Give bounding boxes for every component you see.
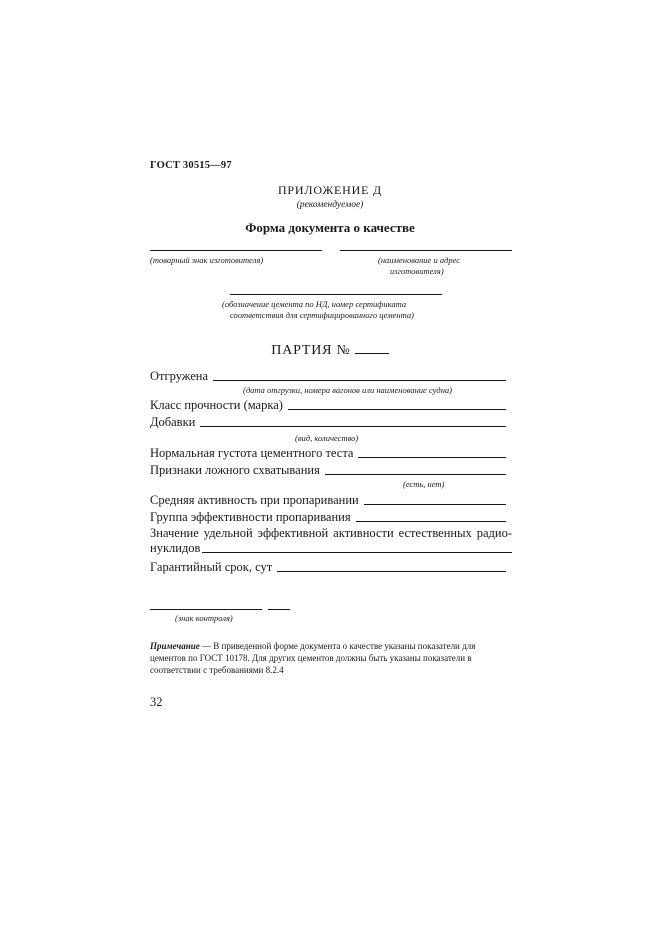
control-mark-caption: (знак контроля) [175,613,233,623]
field-efficiency-group [150,508,506,525]
party-number-blank [355,353,389,354]
field-strength-class-blank [288,408,506,410]
field-false-setting [150,461,506,478]
cement-caption-2: соответствия для сертифицированного цемента) [230,310,414,320]
cement-designation-line [230,294,442,295]
control-mark-line [150,609,262,610]
note-label: Примечание [150,641,200,651]
field-avg-activity [150,491,506,508]
field-radionuclide-blank [202,551,512,553]
cement-caption-1: (обозначение цемента по НД, номер сертификата [222,299,407,309]
field-radionuclide-label-2: нуклидов [150,541,201,555]
field-avg-activity-blank [364,503,506,505]
field-additives [150,413,506,430]
field-normal-density-label: Нормальная густота цементного теста [150,446,354,460]
field-additives-blank [200,425,506,427]
field-avg-activity-label: Средняя активность при пропаривании [150,493,359,507]
field-false-setting-caption: (есть, нет) [403,479,445,489]
field-shipped-blank [213,379,506,381]
field-shipped-label: Отгружена [150,369,209,383]
field-shipped-caption: (дата отгрузки, номера вагонов или наименование судна) [243,385,453,395]
control-mark-line-tail [268,609,290,610]
field-warranty [150,558,506,575]
field-additives-label: Добавки [150,415,196,429]
field-normal-density-blank [358,456,506,458]
manufacturer-name-line [340,250,512,251]
page-number: 32 [150,695,163,709]
field-efficiency-group-label: Группа эффективности пропаривания [150,510,351,524]
field-false-setting-blank [325,473,506,475]
field-false-setting-label: Признаки ложного схватывания [150,463,320,477]
note-text: В приведенной форме документа о качестве указаны показатели для цементов по ГОСТ 10178. Для других цементов должны быть указаны показатели в соответствии с требованиями 8.2.4 [150,641,476,675]
field-warranty-label: Гарантийный срок, сут [150,560,273,574]
field-warranty-blank [277,570,506,572]
field-strength-class [150,396,506,413]
party-title [150,343,510,359]
form-title: Форма документа о качестве [245,220,415,235]
appendix-title: ПРИЛОЖЕНИЕ Д [277,183,383,197]
appendix-subtitle: (рекомендуемое) [296,200,364,210]
field-shipped [150,367,506,384]
field-strength-class-label: Класс прочности (марка) [150,398,283,412]
field-radionuclide-label-1: Значение удельной эффективной активности естественных радио- [150,526,512,540]
note [150,640,512,676]
note-dash: — [199,641,214,651]
field-radionuclide [150,539,512,556]
field-additives-caption: (вид, количество) [295,433,359,443]
field-normal-density [150,444,506,461]
manufacturer-name-caption-2: изготовителя) [390,266,444,276]
party-label: ПАРТИЯ № [271,343,351,358]
manufacturer-mark-caption: (товарный знак изготовителя) [150,255,264,265]
manufacturer-name-caption-1: (наименование и адрес [378,255,461,265]
standard-header: ГОСТ 30515—97 [150,160,232,171]
manufacturer-mark-line [150,250,322,251]
field-efficiency-group-blank [356,520,506,522]
